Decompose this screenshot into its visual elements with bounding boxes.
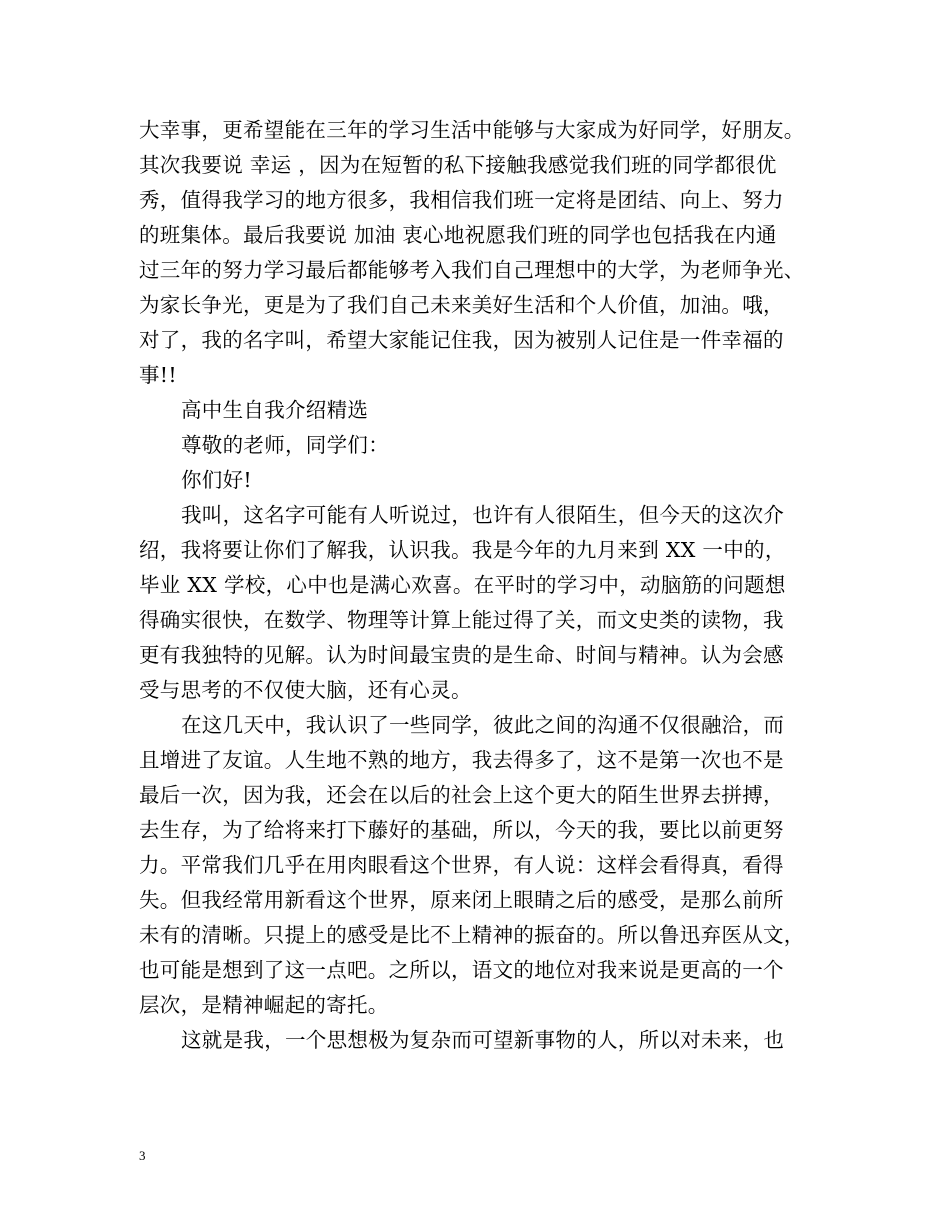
page-number: 3 [139, 1148, 146, 1163]
text-line: 秀，值得我学习的地方很多，我相信我们班一定将是团结、向上、努力 [139, 188, 784, 212]
document-body [139, 113, 829, 1058]
text-line: 高中生自我介绍精选 [181, 398, 369, 422]
text-line: 对了，我的名字叫，希望大家能记住我，因为被别人记住是一件幸福的 [139, 328, 784, 352]
text-line: 你们好! [181, 468, 252, 492]
text-line: 也可能是想到了这一点吧。之所以，语文的地位对我来说是更高的一个 [139, 958, 784, 982]
text-line: 最后一次，因为我，还会在以后的社会上这个更大的陌生世界去拼搏， [139, 783, 784, 807]
text-line: 事!! [139, 363, 177, 387]
text-line: 受与思考的不仅使大脑，还有心灵。 [139, 678, 472, 702]
text-line: 过三年的努力学习最后都能够考入我们自己理想中的大学，为老师争光、 [139, 258, 805, 282]
text-line: 未有的清晰。只提上的感受是比不上精神的振奋的。所以鲁迅弃医从文， [139, 923, 805, 947]
text-line: 的班集体。最后我要说 加油 衷心地祝愿我们班的同学也包括我在内通 [139, 223, 777, 247]
text-line: 其次我要说 幸运 ，因为在短暂的私下接触我感觉我们班的同学都很优 [139, 153, 777, 177]
text-line: 为家长争光，更是为了我们自己未来美好生活和个人价值，加油。哦， [139, 293, 784, 317]
text-line: 毕业 XX 学校，心中也是满心欢喜。在平时的学习中，动脑筋的问题想 [139, 573, 786, 597]
text-line: 得确实很快，在数学、物理等计算上能过得了关，而文史类的读物，我 [139, 608, 784, 632]
text-line: 去生存，为了给将来打下藤好的基础，所以，今天的我，要比以前更努 [139, 818, 784, 842]
text-line: 层次，是精神崛起的寄托。 [139, 993, 389, 1017]
text-line: 这就是我，一个思想极为复杂而可望新事物的人，所以对未来，也 [181, 1028, 785, 1052]
text-line: 在这几天中，我认识了一些同学，彼此之间的沟通不仅很融洽，而 [181, 713, 785, 737]
text-line: 失。但我经常用新看这个世界，原来闭上眼睛之后的感受，是那么前所 [139, 888, 784, 912]
text-line: 且增进了友谊。人生地不熟的地方，我去得多了，这不是第一次也不是 [139, 748, 784, 772]
text-line: 绍，我将要让你们了解我，认识我。我是今年的九月来到 XX 一中的， [139, 538, 786, 562]
text-line: 更有我独特的见解。认为时间最宝贵的是生命、时间与精神。认为会感 [139, 643, 784, 667]
text-line: 我叫，这名字可能有人听说过，也许有人很陌生，但今天的这次介 [181, 503, 785, 527]
text-line: 尊敬的老师，同学们： [181, 433, 389, 457]
text-line: 大幸事，更希望能在三年的学习生活中能够与大家成为好同学，好朋友。 [139, 118, 805, 142]
text-line: 力。平常我们几乎在用肉眼看这个世界，有人说：这样会看得真，看得 [139, 853, 784, 877]
